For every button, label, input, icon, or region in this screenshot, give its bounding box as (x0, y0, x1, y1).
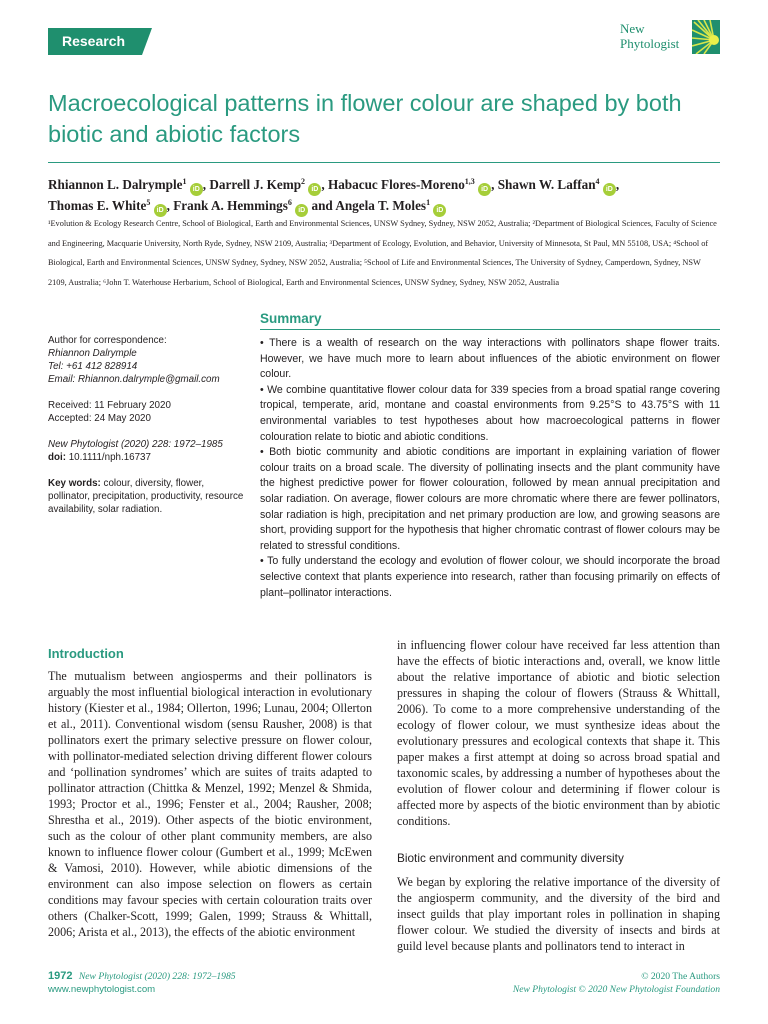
summary-divider (260, 329, 720, 330)
article-info-sidebar (48, 334, 248, 529)
keywords-label: Key words: (48, 478, 101, 489)
tab-notch (142, 28, 152, 55)
author-affiliation-marker: 1 (426, 198, 431, 207)
author-affiliation-marker: 4 (595, 177, 600, 186)
footer-citation: New Phytologist (2020) 228: 1972–1985 (78, 971, 236, 982)
author-name: Shawn W. Laffan (497, 177, 596, 192)
article-title: Macroecological patterns in flower colour are shaped by both biotic and abiotic factors (48, 90, 682, 147)
footer-left (48, 970, 236, 996)
doi-line (48, 451, 248, 464)
orcid-icon[interactable]: iD (308, 183, 321, 196)
logo-line-2: Phytologist (620, 36, 680, 51)
author-name: Thomas E. White (48, 198, 147, 213)
footer-right (513, 970, 720, 996)
author-separator: and (308, 198, 336, 213)
title-divider (48, 162, 720, 163)
author-name: Habacuc Flores-Moreno (327, 177, 465, 192)
copyright-publisher: New Phytologist © 2020 New Phytologist Foundation (512, 984, 720, 995)
correspondence-email[interactable]: Email: Rhiannon.dalrymple@gmail.com (48, 374, 220, 385)
author-separator: , (491, 177, 498, 192)
summary-heading: Summary (260, 311, 322, 326)
author-name: Angela T. Moles (335, 198, 427, 213)
introduction-paragraph: The mutualism between angiosperms and their pollinators is arguably the most influential biological interaction in evolutionary history (Kiester et al., 1984; Ollerton, 1996; Lunau, 2004; Ollerton et al., 2011). Conventional wisdom (sensu Rausher, 2008) is that pollinators exert the primary selective pressure on flower colour, with pollinator-mediated selection driving different flower colours and ‘pollination syndromes’ which are suites of traits adapted to pollinator attraction (Chittka & Menzel, 1992; Menzel & Shmida, 1993; Proctor et al., 1996; Fenster et al., 2004; Rausher, 2008; Shrestha et al., 2019). Other aspects of the biotic environment, such as the colour of other plant community members, are also known to influence flower colour (Gumbert et al., 1999; McEwen & Vamosi, 2010). However, while abiotic dimensions of the environment can also impose selection on flowers as certain conditions may favour species with certain colouration traits over others (Chalker-Scott, 1999; Galen, 1999; Strauss & Whittall, 2006; Arista et al., 2013), the effects of the abiotic environment (48, 669, 372, 939)
author-affiliation-marker: 2 (301, 177, 306, 186)
author-name: Rhiannon L. Dalrymple (48, 177, 183, 192)
citation-block (48, 438, 248, 464)
author-name: Darrell J. Kemp (209, 177, 302, 192)
received-date: Received: 11 February 2020 (48, 400, 171, 411)
body-paragraph: We began by exploring the relative importance of the diversity of the angiosperm community, and the diversity of the bird and insect guilds that play important roles in pollination in shaping flower colour. We studied the diversity of insects and birds at guild level because plants and pollinators tend to interact in (397, 875, 720, 953)
doi-link[interactable]: 10.1111/nph.16737 (68, 452, 151, 463)
summary-bullet: • There is a wealth of research on the way interactions with pollinators shape flower traits. However, we have much more to learn about influences of the abiotic environment on flower colour. (260, 337, 720, 381)
orcid-icon[interactable]: iD (190, 183, 203, 196)
keywords: colour, diversity, flower, pollinator, precipitation, productivity, resource availability, solar radiation. (48, 478, 244, 515)
sunburst-logo-icon (692, 20, 720, 54)
section-subheading: Biotic environment and community diversity (397, 851, 624, 865)
author-separator: , (321, 177, 328, 192)
logo-line-1: New (620, 21, 645, 36)
page-number: 1972 (48, 970, 73, 982)
body-paragraph-continued: in influencing flower colour have received far less attention than have the effects of biotic interactions and, overall, we know little about the relative importance of abiotic and biotic selection pressures in shaping the colour of flowers (Strauss & Whittall, 2006). To come to a more comprehensive understanding of the ecology of flower colour, we must synthesize ideas about the evolutionary pressures and ecological contexts that shape it. This paper makes a first attempt at doing so across broad spatial and taxonomic scales, by addressing a number of hypotheses about the evolution of flower colour and determining if flower colour is affected more by aspects of the biotic environment than by abiotic conditions. (397, 638, 720, 828)
correspondence-block (48, 334, 248, 386)
correspondence-name: Rhiannon Dalrymple (48, 348, 137, 359)
correspondence-label: Author for correspondence: (48, 335, 167, 346)
section-tab (48, 28, 142, 55)
journal-logo[interactable] (614, 20, 720, 56)
orcid-icon[interactable]: iD (433, 204, 446, 217)
author-affiliation-marker: 6 (287, 198, 292, 207)
author-separator: , (166, 198, 174, 213)
summary-bullet: • Both biotic community and abiotic conditions are important in explaining variation of flower colour traits on a broad scale. The diversity of pollinating insects and the plant community have the highest predictive power for flower colouration, followed by mean annual precipitation and solar radiation. On average, flower colours are more chromatic where there are fewer pollinators, solar radiation is high, precipitation and net primary production are low, and growing seasons are short, providing support for the hypothesis that higher chromatic contrast of flower colours may be related to stressful conditions. (260, 446, 720, 552)
orcid-icon[interactable]: iD (478, 183, 491, 196)
author-name: Frank A. Hemmings (173, 198, 288, 213)
author-separator: , (615, 177, 620, 192)
author-separator: , (202, 177, 210, 192)
introduction-heading: Introduction (48, 646, 124, 661)
author-affiliation-marker: 5 (146, 198, 151, 207)
summary-bullet: • We combine quantitative flower colour data for 339 species from a broad spatial range covering tropical, temperate, arid, montane and coastal environments from 9.25°S to 43.75°S with 11 environmental variables to test hypotheses about how macroecological patterns in flower colouration relate to biotic and abiotic conditions. (260, 383, 720, 443)
summary-text (260, 336, 720, 601)
section-label: Research (62, 33, 126, 49)
orcid-icon[interactable]: iD (295, 204, 308, 217)
keywords-block (48, 477, 248, 516)
journal-url-link[interactable]: www.newphytologist.com (48, 984, 156, 995)
author-affiliation-marker: 1,3 (464, 177, 475, 186)
copyright-authors: © 2020 The Authors (641, 971, 720, 982)
correspondence-tel: Tel: +61 412 828914 (48, 361, 138, 372)
author-affiliation-marker: 1 (182, 177, 187, 186)
author-list (48, 175, 720, 217)
doi-label: doi: (48, 452, 66, 463)
dates-block (48, 399, 248, 425)
orcid-icon[interactable]: iD (154, 204, 167, 217)
accepted-date: Accepted: 24 May 2020 (48, 413, 151, 424)
citation: New Phytologist (2020) 228: 1972–1985 (48, 439, 223, 450)
orcid-icon[interactable]: iD (603, 183, 616, 196)
summary-bullet: • To fully understand the ecology and evolution of flower colour, we should incorporate the broad selective context that plants experience into research, rather than focusing primarily on effects of plant–pollinator interactions. (260, 555, 720, 599)
affiliations: ¹Evolution & Ecology Research Centre, School of Biological, Earth and Environmental Sciences, UNSW Sydney, Sydney, NSW 2052, Australia; ²Department of Biological Sciences, Faculty of Science and Engineering, Macquarie University, North Ryde, Sydney, NSW 2109, Australia; ³Department of Ecology, Evolution, and Behavior, University of Minnesota, St Paul, MN 55108, USA; ⁴School of Biological, Earth and Environmental Sciences, UNSW Sydney, Sydney, NSW 2052, Australia; ⁵School of Life and Environmental Sciences, The University of Sydney, Camperdown, Sydney, NSW 2109, Australia; ⁶John T. Waterhouse Herbarium, School of Biological, Earth and Environmental Sciences, UNSW Sydney, Sydney, NSW 2052, Australia (48, 219, 717, 287)
